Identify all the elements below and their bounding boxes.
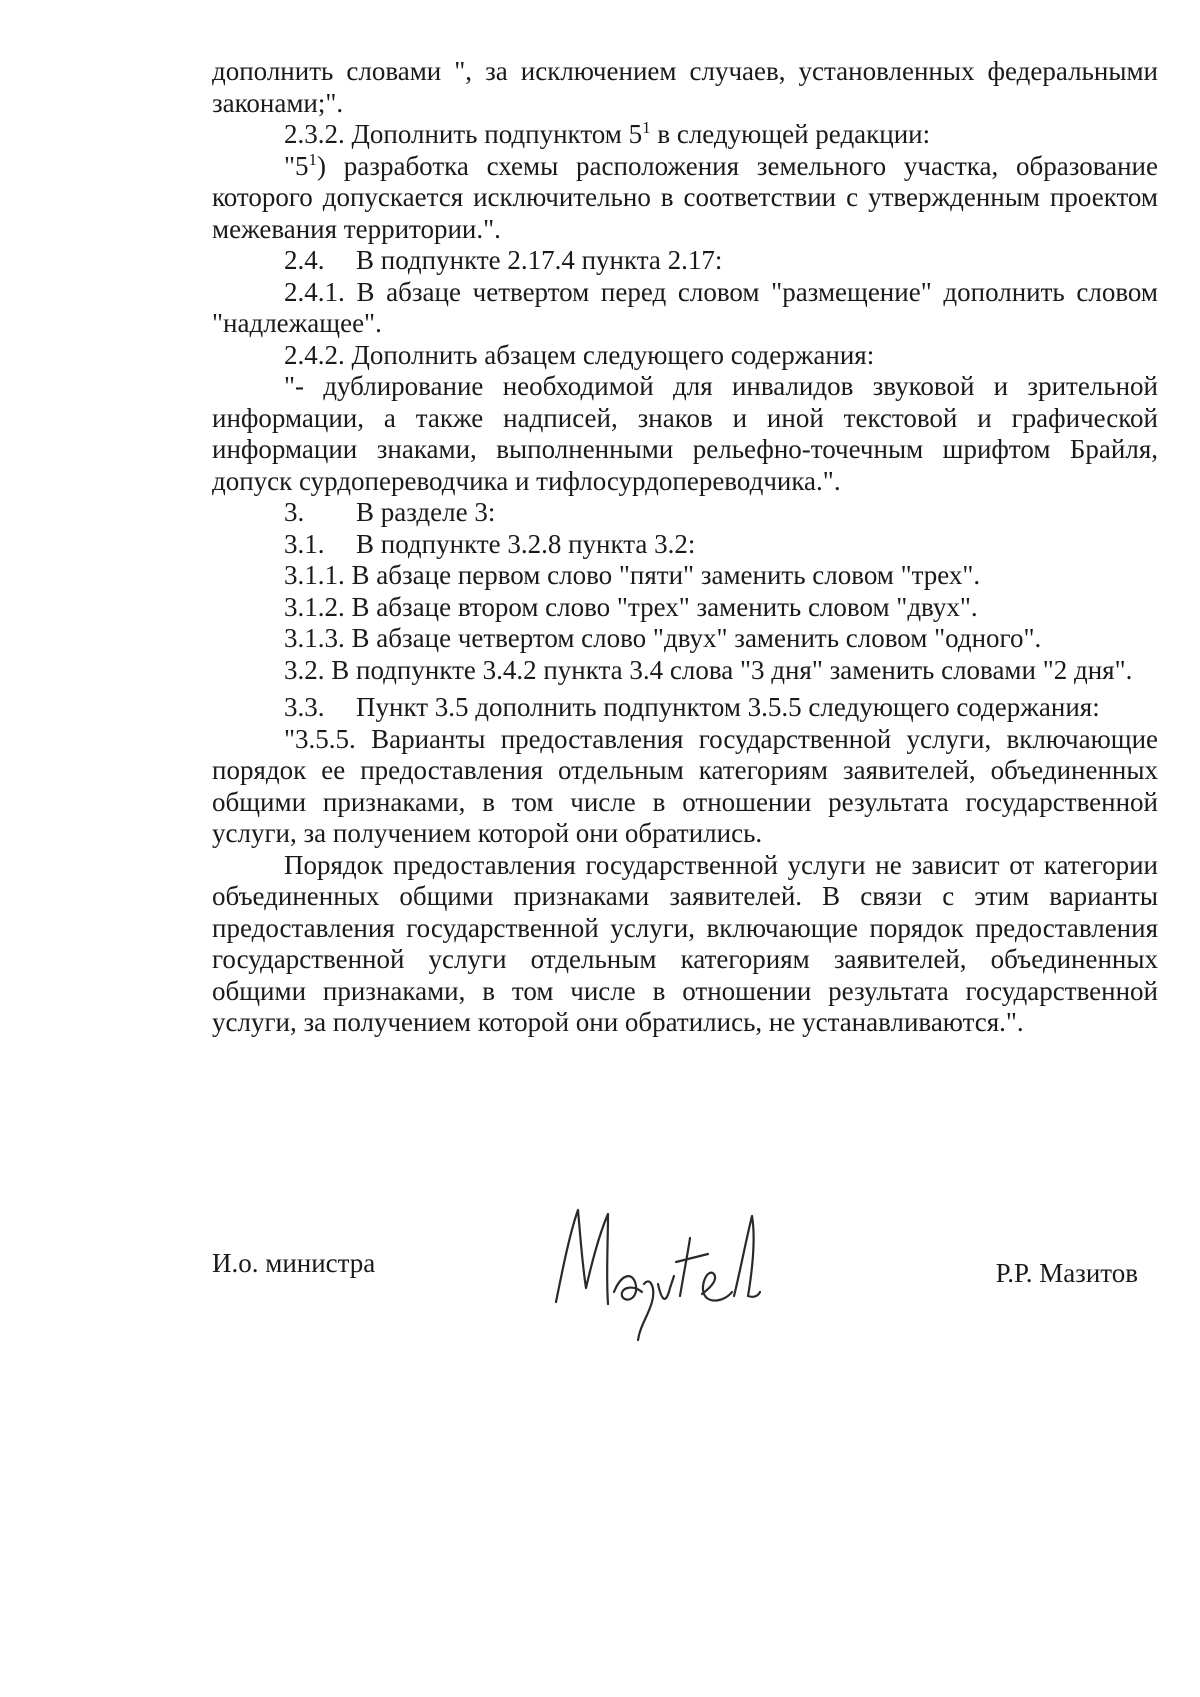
paragraph: Порядок предоставления государственной услуги не зависит от категории объединенных общими признаками заявителей. В связи с этим варианты предоставления государственной услуги, включающие порядок предоставления государственной услуги отдельным категориям заявителей, объединенных общими признаками, в том числе в отношении результата государственной услуги, за получением которой они обратились, не устанавливаются.". [212,849,1158,1037]
item-3-3: 3.3. Пункт 3.5 дополнить подпунктом 3.5.5 следующего содержания: [284,692,1100,722]
item-3: 3. В разделе 3: [284,497,496,527]
item-3-2: 3.2. В подпункте 3.4.2 пункта 3.4 слова "3 дня" заменить словами "2 дня". [284,654,1133,685]
signature-block [212,1232,1158,1362]
quoted-subitem-5-1: "$5^1$) разработка схемы расположения земельного участка, образование которого допускается исключительно в соответствии с утвержденным проектом межевания территории.". [212,149,1158,244]
subitem-2-3-2: 2.3.2. Дополнить подпунктом $5^1$ в следующей редакции: [284,118,931,149]
subitem-3-1-3: 3.1.3. В абзаце четвертом слово "двух" заменить словом "одного". [284,623,1042,653]
subitem-3-1-2: 3.1.2. В абзаце втором слово "трех" заменить словом "двух". [284,591,978,622]
signatory-position: И.о. министра [212,1248,376,1278]
subitem-3-1-1: 3.1.1. В абзаце первом слово "пяти" заменить словом "трех". [284,560,981,590]
quoted-subitem-3-5-5: "3.5.5. Варианты предоставления государственной услуги, включающие порядок ее предоставления отдельным категориям заявителей, объединенных общими признаками, в том числе в отношении результата государственной услуги, за получением которой они обратились. [212,723,1158,848]
handwritten-signature [542,1192,762,1342]
subitem-2-4-1: 2.4.1. В абзаце четвертом перед словом "размещение" дополнить словом "надлежащее". [212,276,1158,338]
item-3-1: 3.1. В подпункте 3.2.8 пункта 3.2: [284,528,696,559]
document-body [212,56,1158,1039]
subitem-2-4-2: 2.4.2. Дополнить абзацем следующего содержания: [284,339,875,370]
signatory-name: Р.Р. Мазитов [995,1258,1138,1288]
paragraph: дополнить словами ", за исключением случаев, установленных федеральными законами;". [212,56,1158,118]
quoted-paragraph: "- дублирование необходимой для инвалидов звуковой и зрительной информации, а также надписей, знаков и иной текстовой и графической информации знаками, выполненными рельефно-точечным шрифтом Брайля, допуск сурдопереводчика и тифлосурдопереводчика.". [212,371,1158,496]
item-2-4: 2.4. В подпункте 2.17.4 пункта 2.17: [284,245,723,275]
